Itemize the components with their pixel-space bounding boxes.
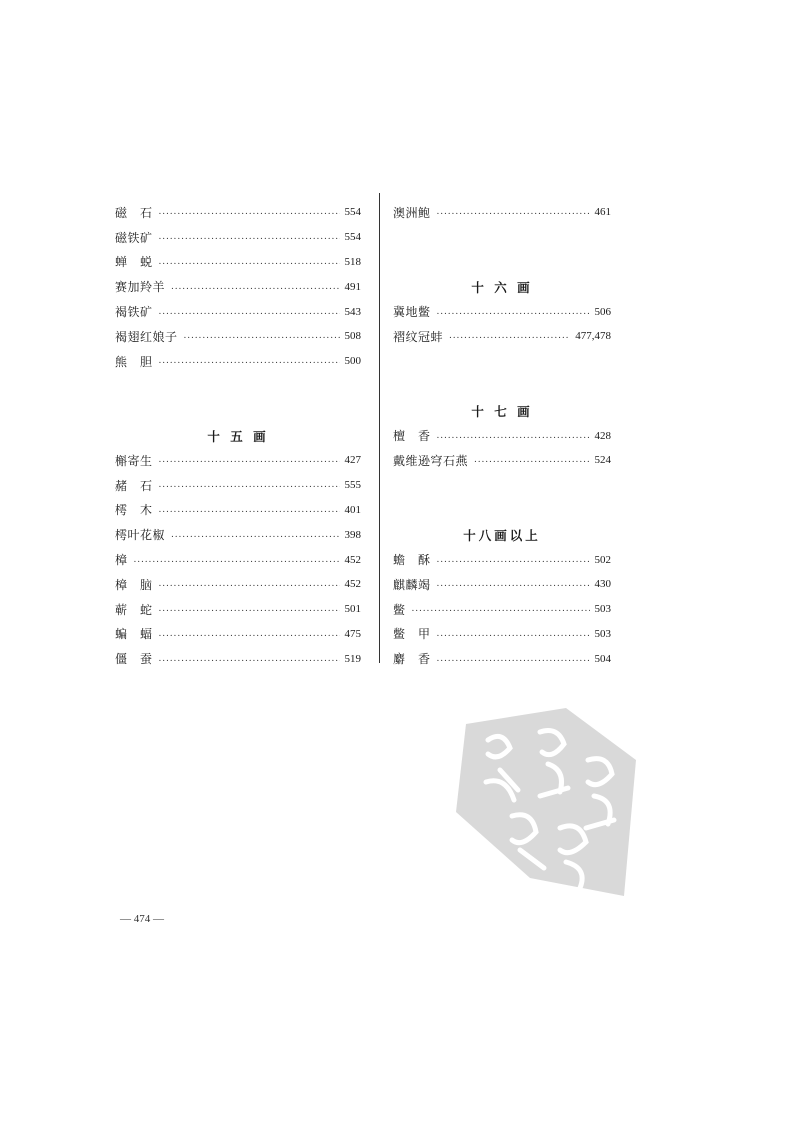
leader-dots bbox=[184, 331, 340, 341]
entry-page-number: 502 bbox=[594, 553, 611, 566]
index-entry bbox=[393, 547, 611, 572]
section-heading-16-strokes: 十 六 画 bbox=[471, 279, 533, 295]
index-entry bbox=[393, 299, 611, 324]
index-entry bbox=[115, 200, 361, 225]
entry-page-number: 504 bbox=[594, 652, 611, 665]
index-entry bbox=[115, 646, 361, 671]
entry-name: 蟾 酥 bbox=[393, 553, 431, 568]
index-group bbox=[115, 200, 361, 374]
index-group bbox=[115, 448, 361, 671]
index-entry bbox=[115, 274, 361, 299]
entry-name: 磁 石 bbox=[115, 205, 153, 220]
entry-page-number: 452 bbox=[344, 578, 361, 591]
leader-dots bbox=[159, 232, 340, 242]
entry-name: 麒麟竭 bbox=[393, 577, 431, 592]
section-spacer bbox=[393, 473, 611, 523]
entry-name: 褶纹冠蚌 bbox=[393, 329, 444, 344]
entry-name: 樟 脑 bbox=[115, 577, 153, 592]
entry-page-number: 503 bbox=[594, 603, 611, 616]
leader-dots bbox=[437, 654, 590, 664]
leader-dots bbox=[159, 604, 340, 614]
entry-name: 蝙 蝠 bbox=[115, 627, 153, 642]
entry-name: 麝 香 bbox=[393, 652, 431, 667]
leader-dots bbox=[159, 207, 340, 217]
leader-dots bbox=[437, 431, 590, 441]
entry-page-number: 428 bbox=[594, 429, 611, 442]
leader-dots bbox=[437, 207, 590, 217]
leader-dots bbox=[449, 331, 570, 341]
leader-dots bbox=[159, 480, 340, 490]
index-entry bbox=[115, 225, 361, 250]
entry-name: 冀地鳖 bbox=[393, 305, 431, 320]
leader-dots bbox=[159, 579, 340, 589]
entry-name: 樗 木 bbox=[115, 503, 153, 518]
entry-name: 檀 香 bbox=[393, 429, 431, 444]
index-entry bbox=[115, 547, 361, 572]
entry-name: 磁铁矿 bbox=[115, 230, 153, 245]
section-heading-18-plus-strokes: 十八画以上 bbox=[463, 527, 541, 543]
leader-dots bbox=[159, 455, 340, 465]
index-group bbox=[393, 299, 611, 349]
entry-name: 褐铁矿 bbox=[115, 305, 153, 320]
leader-dots bbox=[159, 307, 340, 317]
index-entry bbox=[115, 522, 361, 547]
entry-page-number: 506 bbox=[594, 305, 611, 318]
index-entry bbox=[393, 646, 611, 671]
leader-dots bbox=[159, 654, 340, 664]
index-entry bbox=[115, 498, 361, 523]
section-spacer bbox=[393, 349, 611, 399]
index-entry bbox=[393, 423, 611, 448]
index-entry bbox=[393, 200, 611, 225]
index-entry bbox=[115, 299, 361, 324]
entry-page-number: 508 bbox=[344, 330, 361, 343]
index-entry bbox=[115, 597, 361, 622]
index-entry bbox=[115, 349, 361, 374]
section-heading-15-strokes: 十 五 画 bbox=[207, 428, 269, 444]
index-entry bbox=[115, 448, 361, 473]
entry-page-number: 554 bbox=[344, 206, 361, 219]
entry-name: 赭 石 bbox=[115, 478, 153, 493]
section-heading-17-strokes: 十 七 画 bbox=[471, 403, 533, 419]
entry-name: 樟 bbox=[115, 553, 128, 568]
leader-dots bbox=[159, 505, 340, 515]
section-spacer bbox=[393, 225, 611, 275]
entry-name: 僵 蚕 bbox=[115, 652, 153, 667]
index-entry bbox=[393, 448, 611, 473]
entry-name: 蕲 蛇 bbox=[115, 602, 153, 617]
entry-page-number: 401 bbox=[344, 503, 361, 516]
entry-page-number: 452 bbox=[344, 553, 361, 566]
index-entry bbox=[393, 324, 611, 349]
entry-page-number: 501 bbox=[344, 603, 361, 616]
leader-dots bbox=[159, 356, 340, 366]
leader-dots bbox=[134, 555, 340, 565]
entry-name: 鳖 甲 bbox=[393, 627, 431, 642]
entry-page-number: 524 bbox=[594, 454, 611, 467]
leader-dots bbox=[474, 455, 589, 465]
leader-dots bbox=[159, 629, 340, 639]
entry-page-number: 477,478 bbox=[575, 330, 611, 343]
entry-name: 戴维逊穹石燕 bbox=[393, 453, 469, 468]
entry-page-number: 461 bbox=[594, 206, 611, 219]
leader-dots bbox=[159, 257, 340, 267]
entry-name: 蝉 蜕 bbox=[115, 255, 153, 270]
index-column-left bbox=[115, 200, 361, 671]
index-entry bbox=[115, 473, 361, 498]
entry-page-number: 555 bbox=[344, 479, 361, 492]
entry-page-number: 518 bbox=[344, 255, 361, 268]
entry-page-number: 491 bbox=[344, 280, 361, 293]
index-group bbox=[393, 547, 611, 671]
entry-page-number: 500 bbox=[344, 355, 361, 368]
entry-page-number: 543 bbox=[344, 305, 361, 318]
index-column-right bbox=[393, 200, 611, 671]
entry-name: 鳖 bbox=[393, 602, 406, 617]
entry-page-number: 475 bbox=[344, 627, 361, 640]
entry-page-number: 519 bbox=[344, 652, 361, 665]
index-entry bbox=[115, 250, 361, 275]
index-entry bbox=[115, 572, 361, 597]
entry-name: 熊 胆 bbox=[115, 354, 153, 369]
index-entry bbox=[393, 572, 611, 597]
index-group bbox=[393, 200, 611, 225]
leader-dots bbox=[171, 530, 339, 540]
entry-name: 槲寄生 bbox=[115, 453, 153, 468]
section-spacer bbox=[115, 374, 361, 424]
entry-page-number: 554 bbox=[344, 231, 361, 244]
watermark-seal-icon bbox=[448, 700, 648, 900]
index-entry bbox=[393, 597, 611, 622]
index-entry bbox=[393, 622, 611, 647]
page-number: — 474 — bbox=[120, 913, 164, 925]
column-divider bbox=[379, 193, 380, 663]
entry-name: 褐翅红娘子 bbox=[115, 329, 178, 344]
index-group bbox=[393, 423, 611, 473]
entry-name: 赛加羚羊 bbox=[115, 280, 166, 295]
leader-dots bbox=[437, 555, 590, 565]
entry-name: 澳洲鲍 bbox=[393, 205, 431, 220]
entry-name: 樗叶花椒 bbox=[115, 528, 166, 543]
entry-page-number: 398 bbox=[344, 528, 361, 541]
leader-dots bbox=[437, 629, 590, 639]
entry-page-number: 503 bbox=[594, 627, 611, 640]
leader-dots bbox=[437, 307, 590, 317]
leader-dots bbox=[437, 579, 590, 589]
index-entry bbox=[115, 324, 361, 349]
leader-dots bbox=[412, 604, 590, 614]
entry-page-number: 427 bbox=[344, 454, 361, 467]
index-entry bbox=[115, 622, 361, 647]
entry-page-number: 430 bbox=[594, 578, 611, 591]
leader-dots bbox=[171, 282, 339, 292]
